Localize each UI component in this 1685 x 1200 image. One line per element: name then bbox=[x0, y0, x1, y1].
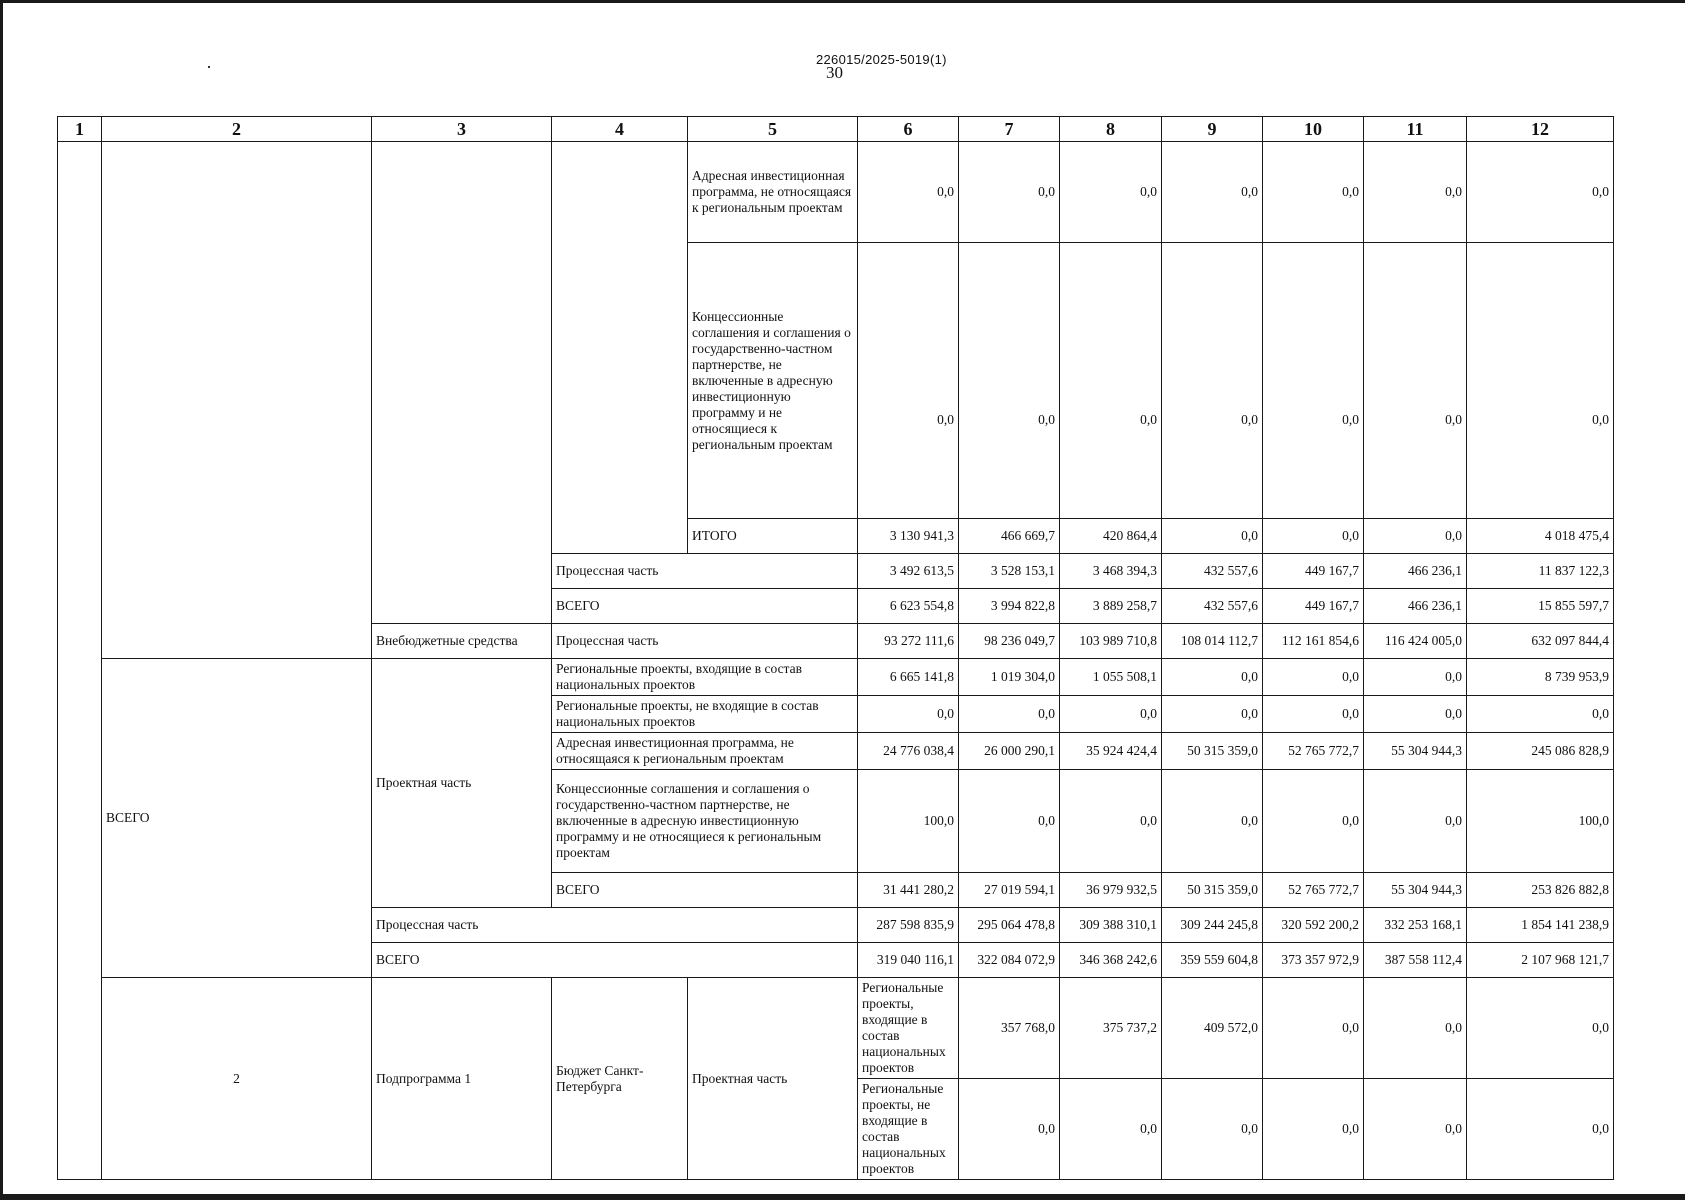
value-cell: 0,0 bbox=[1060, 770, 1162, 873]
column-header: 4 bbox=[552, 117, 688, 142]
value-cell: 0,0 bbox=[1467, 1079, 1614, 1180]
funding-source-label: Бюджет Санкт-Петербурга bbox=[552, 978, 688, 1180]
value-cell: 0,0 bbox=[1162, 696, 1263, 733]
value-cell: 15 855 597,7 bbox=[1467, 589, 1614, 624]
value-cell: 1 019 304,0 bbox=[959, 659, 1060, 696]
value-cell: 309 388 310,1 bbox=[1060, 908, 1162, 943]
table-row bbox=[58, 142, 1614, 243]
value-cell: 373 357 972,9 bbox=[1263, 943, 1364, 978]
value-cell: 55 304 944,3 bbox=[1364, 873, 1467, 908]
value-cell: 0,0 bbox=[1263, 142, 1364, 243]
value-cell: 0,0 bbox=[1162, 770, 1263, 873]
value-cell: 27 019 594,1 bbox=[959, 873, 1060, 908]
value-cell: 3 492 613,5 bbox=[858, 554, 959, 589]
value-cell: 0,0 bbox=[959, 142, 1060, 243]
value-cell: 93 272 111,6 bbox=[858, 624, 959, 659]
row-label: Концессионные соглашения и соглашения о государственно-частном партнерстве, не включенные в адресную инвестиционную программу и не относящиеся к региональным проектам bbox=[688, 243, 858, 519]
row-label: Адресная инвестиционная программа, не относящаяся к региональным проектам bbox=[552, 733, 858, 770]
column-header: 1 bbox=[58, 117, 102, 142]
value-cell: 6 623 554,8 bbox=[858, 589, 959, 624]
row-label: ВСЕГО bbox=[552, 589, 858, 624]
value-cell: 0,0 bbox=[959, 696, 1060, 733]
value-cell: 0,0 bbox=[959, 243, 1060, 519]
value-cell: 0,0 bbox=[1162, 142, 1263, 243]
table-row bbox=[58, 659, 1614, 696]
value-cell: 3 130 941,3 bbox=[858, 519, 959, 554]
value-cell: 245 086 828,9 bbox=[1467, 733, 1614, 770]
value-cell: 50 315 359,0 bbox=[1162, 873, 1263, 908]
value-cell: 0,0 bbox=[1364, 978, 1467, 1079]
column-header: 3 bbox=[372, 117, 552, 142]
value-cell: 52 765 772,7 bbox=[1263, 873, 1364, 908]
value-cell: 449 167,7 bbox=[1263, 589, 1364, 624]
row-label: Процессная часть bbox=[552, 554, 858, 589]
row-label: Адресная инвестиционная программа, не относящаяся к региональным проектам bbox=[688, 142, 858, 243]
value-cell: 6 665 141,8 bbox=[858, 659, 959, 696]
row-label: Региональные проекты, не входящие в состав национальных проектов bbox=[858, 1079, 959, 1180]
row-number-cell bbox=[58, 142, 102, 1180]
value-cell: 409 572,0 bbox=[1162, 978, 1263, 1079]
value-cell: 0,0 bbox=[858, 696, 959, 733]
column-header: 2 bbox=[102, 117, 372, 142]
value-cell: 432 557,6 bbox=[1162, 554, 1263, 589]
value-cell: 466 236,1 bbox=[1364, 554, 1467, 589]
column-header: 7 bbox=[959, 117, 1060, 142]
value-cell: 35 924 424,4 bbox=[1060, 733, 1162, 770]
value-cell: 0,0 bbox=[1364, 243, 1467, 519]
row-label: Процессная часть bbox=[372, 908, 858, 943]
value-cell: 466 236,1 bbox=[1364, 589, 1467, 624]
scan-edge-bottom bbox=[0, 1194, 1685, 1200]
column-header: 8 bbox=[1060, 117, 1162, 142]
column-header: 10 bbox=[1263, 117, 1364, 142]
value-cell: 100,0 bbox=[1467, 770, 1614, 873]
part-cell bbox=[552, 142, 688, 554]
value-cell: 432 557,6 bbox=[1162, 589, 1263, 624]
value-cell: 319 040 116,1 bbox=[858, 943, 959, 978]
column-header: 12 bbox=[1467, 117, 1614, 142]
value-cell: 359 559 604,8 bbox=[1162, 943, 1263, 978]
value-cell: 632 097 844,4 bbox=[1467, 624, 1614, 659]
value-cell: 253 826 882,8 bbox=[1467, 873, 1614, 908]
value-cell: 0,0 bbox=[1467, 142, 1614, 243]
value-cell: 0,0 bbox=[1467, 696, 1614, 733]
value-cell: 449 167,7 bbox=[1263, 554, 1364, 589]
value-cell: 0,0 bbox=[1060, 142, 1162, 243]
document-stamp: 226015/2025-5019(1) bbox=[816, 52, 947, 67]
column-header: 5 bbox=[688, 117, 858, 142]
row-label: Концессионные соглашения и соглашения о государственно-частном партнерстве, не включенные в адресную инвестиционную программу и не относящиеся к региональным проектам bbox=[552, 770, 858, 873]
value-cell: 0,0 bbox=[1060, 243, 1162, 519]
page-number: 30 bbox=[826, 63, 843, 82]
value-cell: 309 244 245,8 bbox=[1162, 908, 1263, 943]
value-cell: 0,0 bbox=[1162, 243, 1263, 519]
table-row bbox=[58, 978, 1614, 1079]
value-cell: 3 994 822,8 bbox=[959, 589, 1060, 624]
value-cell: 0,0 bbox=[1263, 243, 1364, 519]
value-cell: 346 368 242,6 bbox=[1060, 943, 1162, 978]
value-cell: 11 837 122,3 bbox=[1467, 554, 1614, 589]
row-label: Региональные проекты, входящие в состав национальных проектов bbox=[858, 978, 959, 1079]
program-name-label: ВСЕГО bbox=[102, 659, 372, 978]
value-cell: 0,0 bbox=[959, 1079, 1060, 1180]
value-cell: 3 889 258,7 bbox=[1060, 589, 1162, 624]
value-cell: 0,0 bbox=[1162, 1079, 1263, 1180]
value-cell: 0,0 bbox=[1467, 243, 1614, 519]
value-cell: 108 014 112,7 bbox=[1162, 624, 1263, 659]
value-cell: 295 064 478,8 bbox=[959, 908, 1060, 943]
value-cell: 8 739 953,9 bbox=[1467, 659, 1614, 696]
value-cell: 50 315 359,0 bbox=[1162, 733, 1263, 770]
column-header: 6 bbox=[858, 117, 959, 142]
value-cell: 0,0 bbox=[1263, 978, 1364, 1079]
funding-source-cell bbox=[372, 142, 552, 624]
row-label: ВСЕГО bbox=[552, 873, 858, 908]
value-cell: 322 084 072,9 bbox=[959, 943, 1060, 978]
program-name-label: Подпрограмма 1 bbox=[372, 978, 552, 1180]
value-cell: 357 768,0 bbox=[959, 978, 1060, 1079]
value-cell: 112 161 854,6 bbox=[1263, 624, 1364, 659]
row-label: ИТОГО bbox=[688, 519, 858, 554]
row-label: Процессная часть bbox=[552, 624, 858, 659]
value-cell: 0,0 bbox=[1263, 519, 1364, 554]
value-cell: 2 107 968 121,7 bbox=[1467, 943, 1614, 978]
value-cell: 0,0 bbox=[1364, 1079, 1467, 1180]
value-cell: 0,0 bbox=[1162, 519, 1263, 554]
column-header: 9 bbox=[1162, 117, 1263, 142]
value-cell: 0,0 bbox=[1364, 770, 1467, 873]
scan-speck bbox=[208, 66, 210, 68]
value-cell: 375 737,2 bbox=[1060, 978, 1162, 1079]
value-cell: 466 669,7 bbox=[959, 519, 1060, 554]
value-cell: 0,0 bbox=[1364, 696, 1467, 733]
part-label: Проектная часть bbox=[688, 978, 858, 1180]
value-cell: 24 776 038,4 bbox=[858, 733, 959, 770]
value-cell: 52 765 772,7 bbox=[1263, 733, 1364, 770]
value-cell: 0,0 bbox=[1060, 696, 1162, 733]
value-cell: 287 598 835,9 bbox=[858, 908, 959, 943]
value-cell: 26 000 290,1 bbox=[959, 733, 1060, 770]
funding-source-label: Внебюджетные средства bbox=[372, 624, 552, 659]
value-cell: 0,0 bbox=[858, 142, 959, 243]
value-cell: 0,0 bbox=[1263, 659, 1364, 696]
value-cell: 116 424 005,0 bbox=[1364, 624, 1467, 659]
value-cell: 36 979 932,5 bbox=[1060, 873, 1162, 908]
value-cell: 420 864,4 bbox=[1060, 519, 1162, 554]
value-cell: 0,0 bbox=[1467, 978, 1614, 1079]
value-cell: 0,0 bbox=[1060, 1079, 1162, 1180]
value-cell: 103 989 710,8 bbox=[1060, 624, 1162, 659]
row-label: Региональные проекты, не входящие в состав национальных проектов bbox=[552, 696, 858, 733]
row-number: 2 bbox=[102, 978, 372, 1180]
budget-table bbox=[57, 116, 1614, 1180]
scan-edge-left bbox=[0, 0, 3, 1200]
value-cell: 0,0 bbox=[959, 770, 1060, 873]
column-header: 11 bbox=[1364, 117, 1467, 142]
value-cell: 0,0 bbox=[1364, 142, 1467, 243]
value-cell: 0,0 bbox=[1263, 770, 1364, 873]
value-cell: 0,0 bbox=[1263, 1079, 1364, 1180]
value-cell: 320 592 200,2 bbox=[1263, 908, 1364, 943]
value-cell: 0,0 bbox=[1364, 519, 1467, 554]
value-cell: 3 468 394,3 bbox=[1060, 554, 1162, 589]
value-cell: 3 528 153,1 bbox=[959, 554, 1060, 589]
value-cell: 0,0 bbox=[1162, 659, 1263, 696]
column-header-row bbox=[58, 117, 1614, 142]
value-cell: 4 018 475,4 bbox=[1467, 519, 1614, 554]
value-cell: 0,0 bbox=[858, 243, 959, 519]
value-cell: 1 055 508,1 bbox=[1060, 659, 1162, 696]
value-cell: 332 253 168,1 bbox=[1364, 908, 1467, 943]
value-cell: 0,0 bbox=[1364, 659, 1467, 696]
value-cell: 1 854 141 238,9 bbox=[1467, 908, 1614, 943]
value-cell: 0,0 bbox=[1263, 696, 1364, 733]
program-name-cell bbox=[102, 142, 372, 659]
scan-edge-top bbox=[0, 0, 1685, 3]
row-label: ВСЕГО bbox=[372, 943, 858, 978]
value-cell: 98 236 049,7 bbox=[959, 624, 1060, 659]
value-cell: 31 441 280,2 bbox=[858, 873, 959, 908]
part-label: Проектная часть bbox=[372, 659, 552, 908]
row-label: Региональные проекты, входящие в состав национальных проектов bbox=[552, 659, 858, 696]
value-cell: 100,0 bbox=[858, 770, 959, 873]
value-cell: 55 304 944,3 bbox=[1364, 733, 1467, 770]
value-cell: 387 558 112,4 bbox=[1364, 943, 1467, 978]
